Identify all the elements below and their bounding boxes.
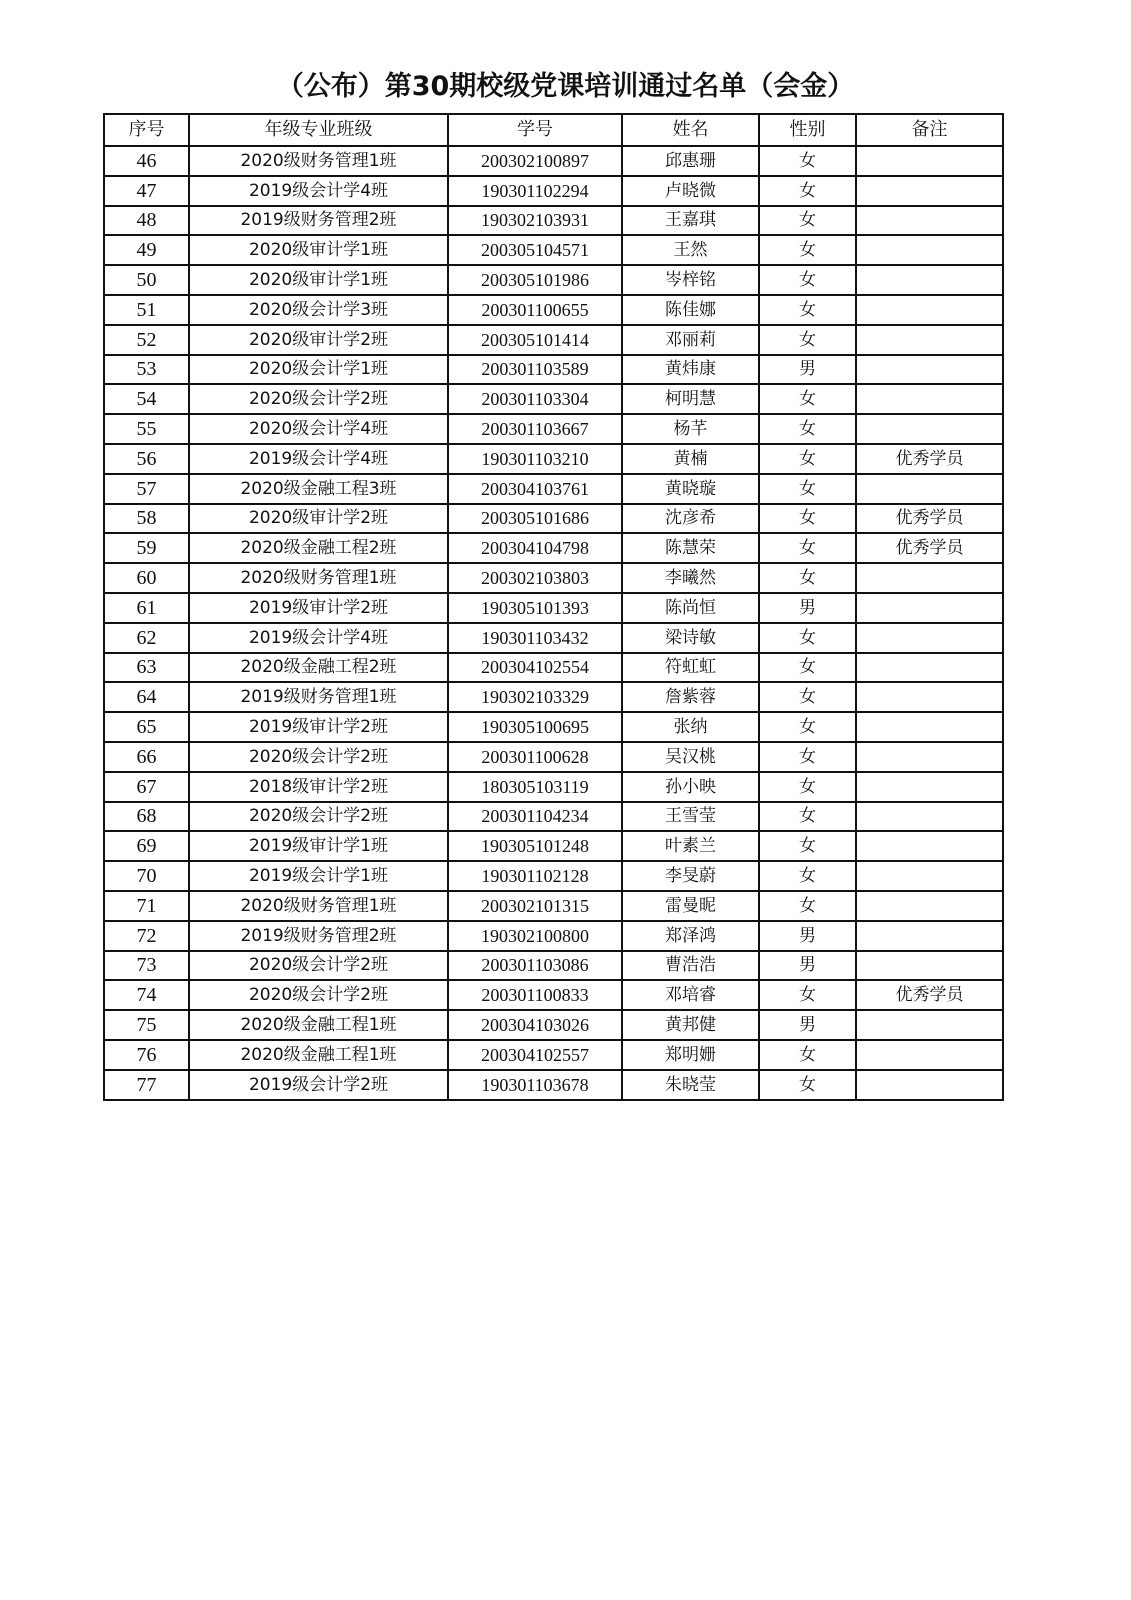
cell-name: 王然 <box>622 235 759 265</box>
table-row <box>104 772 1003 802</box>
cell-student-id: 200304103026 <box>448 1010 622 1040</box>
table-row <box>104 295 1003 325</box>
cell-name: 黄炜康 <box>622 355 759 385</box>
table-row <box>104 1040 1003 1070</box>
cell-seq: 63 <box>104 653 189 683</box>
cell-name: 黄邦健 <box>622 1010 759 1040</box>
cell-name: 邱惠珊 <box>622 146 759 176</box>
cell-student-id: 200301100655 <box>448 295 622 325</box>
document-title: （公布）第30期校级党课培训通过名单（会金） <box>276 71 855 102</box>
cell-name: 柯明慧 <box>622 384 759 414</box>
cell-name: 李旻蔚 <box>622 861 759 891</box>
cell-gender: 女 <box>759 742 856 772</box>
table-header-row <box>104 114 1003 146</box>
cell-class: 2020级会计学4班 <box>189 414 448 444</box>
cell-seq: 66 <box>104 742 189 772</box>
col-header-class: 年级专业班级 <box>189 114 448 146</box>
cell-remark <box>856 682 1003 712</box>
cell-gender: 女 <box>759 891 856 921</box>
cell-class: 2020级审计学2班 <box>189 325 448 355</box>
cell-gender: 男 <box>759 1010 856 1040</box>
cell-student-id: 200301103086 <box>448 951 622 981</box>
cell-remark <box>856 325 1003 355</box>
cell-seq: 60 <box>104 563 189 593</box>
cell-student-id: 200301103589 <box>448 355 622 385</box>
cell-gender: 男 <box>759 921 856 951</box>
table-row <box>104 831 1003 861</box>
cell-class: 2020级金融工程1班 <box>189 1040 448 1070</box>
cell-student-id: 190301103432 <box>448 623 622 653</box>
cell-remark <box>856 593 1003 623</box>
cell-gender: 女 <box>759 712 856 742</box>
cell-seq: 65 <box>104 712 189 742</box>
cell-class: 2020级会计学2班 <box>189 384 448 414</box>
table-row <box>104 325 1003 355</box>
cell-gender: 女 <box>759 980 856 1010</box>
cell-gender: 女 <box>759 444 856 474</box>
cell-gender: 女 <box>759 563 856 593</box>
cell-seq: 75 <box>104 1010 189 1040</box>
table-row <box>104 444 1003 474</box>
cell-gender: 女 <box>759 682 856 712</box>
cell-remark <box>856 712 1003 742</box>
cell-student-id: 180305103119 <box>448 772 622 802</box>
cell-remark <box>856 206 1003 236</box>
cell-class: 2019级审计学1班 <box>189 831 448 861</box>
table-row <box>104 951 1003 981</box>
cell-gender: 女 <box>759 533 856 563</box>
table-row <box>104 146 1003 176</box>
cell-class: 2020级会计学1班 <box>189 355 448 385</box>
cell-remark <box>856 623 1003 653</box>
cell-remark <box>856 235 1003 265</box>
table-row <box>104 891 1003 921</box>
cell-class: 2020级金融工程2班 <box>189 533 448 563</box>
cell-student-id: 200301100628 <box>448 742 622 772</box>
cell-class: 2020级会计学2班 <box>189 980 448 1010</box>
cell-seq: 67 <box>104 772 189 802</box>
cell-name: 黄楠 <box>622 444 759 474</box>
cell-student-id: 200305101414 <box>448 325 622 355</box>
cell-remark <box>856 742 1003 772</box>
cell-seq: 56 <box>104 444 189 474</box>
table-row <box>104 861 1003 891</box>
table-row <box>104 235 1003 265</box>
cell-name: 郑明姗 <box>622 1040 759 1070</box>
cell-seq: 71 <box>104 891 189 921</box>
cell-gender: 女 <box>759 1040 856 1070</box>
cell-name: 叶素兰 <box>622 831 759 861</box>
cell-class: 2019级审计学2班 <box>189 593 448 623</box>
cell-seq: 50 <box>104 265 189 295</box>
cell-gender: 女 <box>759 772 856 802</box>
table-row <box>104 1010 1003 1040</box>
cell-name: 詹紫蓉 <box>622 682 759 712</box>
cell-student-id: 200301103667 <box>448 414 622 444</box>
cell-remark <box>856 802 1003 832</box>
cell-class: 2020级会计学2班 <box>189 742 448 772</box>
cell-name: 卢晓微 <box>622 176 759 206</box>
cell-student-id: 190302100800 <box>448 921 622 951</box>
cell-remark <box>856 563 1003 593</box>
cell-gender: 女 <box>759 384 856 414</box>
cell-class: 2020级审计学2班 <box>189 504 448 534</box>
cell-name: 杨芊 <box>622 414 759 444</box>
cell-class: 2020级金融工程2班 <box>189 653 448 683</box>
cell-seq: 77 <box>104 1070 189 1100</box>
cell-class: 2020级会计学2班 <box>189 951 448 981</box>
table-row <box>104 414 1003 444</box>
cell-student-id: 200305101986 <box>448 265 622 295</box>
cell-name: 雷曼昵 <box>622 891 759 921</box>
cell-seq: 47 <box>104 176 189 206</box>
cell-student-id: 200302103803 <box>448 563 622 593</box>
cell-remark <box>856 146 1003 176</box>
cell-remark <box>856 355 1003 385</box>
table-row <box>104 653 1003 683</box>
cell-remark <box>856 921 1003 951</box>
cell-remark <box>856 1070 1003 1100</box>
cell-remark <box>856 951 1003 981</box>
cell-class: 2018级审计学2班 <box>189 772 448 802</box>
cell-class: 2020级财务管理1班 <box>189 146 448 176</box>
cell-remark: 优秀学员 <box>856 533 1003 563</box>
cell-name: 黄晓璇 <box>622 474 759 504</box>
cell-class: 2019级会计学4班 <box>189 623 448 653</box>
cell-gender: 男 <box>759 951 856 981</box>
cell-seq: 57 <box>104 474 189 504</box>
cell-remark <box>856 772 1003 802</box>
table-row <box>104 265 1003 295</box>
cell-gender: 女 <box>759 623 856 653</box>
cell-remark <box>856 861 1003 891</box>
table-row <box>104 176 1003 206</box>
cell-gender: 女 <box>759 414 856 444</box>
cell-seq: 49 <box>104 235 189 265</box>
cell-gender: 女 <box>759 653 856 683</box>
cell-seq: 55 <box>104 414 189 444</box>
table-row <box>104 593 1003 623</box>
cell-class: 2020级金融工程1班 <box>189 1010 448 1040</box>
cell-student-id: 200305101686 <box>448 504 622 534</box>
cell-name: 邓培睿 <box>622 980 759 1010</box>
cell-seq: 53 <box>104 355 189 385</box>
cell-gender: 女 <box>759 861 856 891</box>
cell-class: 2019级财务管理2班 <box>189 206 448 236</box>
table-row <box>104 563 1003 593</box>
cell-remark: 优秀学员 <box>856 444 1003 474</box>
col-header-name: 姓名 <box>622 114 759 146</box>
cell-name: 张纳 <box>622 712 759 742</box>
cell-remark <box>856 891 1003 921</box>
cell-gender: 男 <box>759 593 856 623</box>
roster-table <box>103 113 1004 1101</box>
col-header-remark: 备注 <box>856 114 1003 146</box>
cell-gender: 女 <box>759 831 856 861</box>
cell-seq: 52 <box>104 325 189 355</box>
cell-name: 邓丽莉 <box>622 325 759 355</box>
cell-name: 李曦然 <box>622 563 759 593</box>
cell-gender: 女 <box>759 146 856 176</box>
cell-name: 吴汉桃 <box>622 742 759 772</box>
table-row <box>104 1070 1003 1100</box>
cell-seq: 59 <box>104 533 189 563</box>
table-row <box>104 921 1003 951</box>
table-row <box>104 355 1003 385</box>
cell-class: 2019级审计学2班 <box>189 712 448 742</box>
cell-student-id: 190302103931 <box>448 206 622 236</box>
cell-student-id: 190301102128 <box>448 861 622 891</box>
cell-remark <box>856 653 1003 683</box>
cell-gender: 女 <box>759 265 856 295</box>
table-row <box>104 384 1003 414</box>
table-row <box>104 712 1003 742</box>
cell-gender: 女 <box>759 474 856 504</box>
cell-name: 王嘉琪 <box>622 206 759 236</box>
cell-student-id: 200301103304 <box>448 384 622 414</box>
cell-class: 2019级财务管理1班 <box>189 682 448 712</box>
cell-seq: 54 <box>104 384 189 414</box>
table-row <box>104 802 1003 832</box>
cell-class: 2019级会计学4班 <box>189 444 448 474</box>
table-row <box>104 980 1003 1010</box>
cell-remark: 优秀学员 <box>856 504 1003 534</box>
cell-remark <box>856 295 1003 325</box>
cell-seq: 68 <box>104 802 189 832</box>
cell-gender: 男 <box>759 355 856 385</box>
cell-name: 王雪莹 <box>622 802 759 832</box>
cell-gender: 女 <box>759 176 856 206</box>
cell-name: 朱晓莹 <box>622 1070 759 1100</box>
cell-remark <box>856 1040 1003 1070</box>
cell-remark <box>856 384 1003 414</box>
cell-student-id: 200302100897 <box>448 146 622 176</box>
table-row <box>104 682 1003 712</box>
cell-student-id: 200301104234 <box>448 802 622 832</box>
cell-name: 沈彦希 <box>622 504 759 534</box>
cell-seq: 58 <box>104 504 189 534</box>
cell-name: 郑泽鸿 <box>622 921 759 951</box>
table-row <box>104 504 1003 534</box>
cell-seq: 72 <box>104 921 189 951</box>
cell-remark <box>856 176 1003 206</box>
cell-gender: 女 <box>759 504 856 534</box>
cell-name: 曹浩浩 <box>622 951 759 981</box>
table-row <box>104 623 1003 653</box>
col-header-student-id: 学号 <box>448 114 622 146</box>
cell-seq: 70 <box>104 861 189 891</box>
cell-class: 2020级财务管理1班 <box>189 563 448 593</box>
cell-remark <box>856 474 1003 504</box>
cell-student-id: 200302101315 <box>448 891 622 921</box>
cell-remark <box>856 831 1003 861</box>
cell-class: 2020级会计学2班 <box>189 802 448 832</box>
cell-class: 2019级会计学2班 <box>189 1070 448 1100</box>
cell-student-id: 200304102554 <box>448 653 622 683</box>
cell-seq: 69 <box>104 831 189 861</box>
cell-name: 陈尚恒 <box>622 593 759 623</box>
cell-name: 孙小映 <box>622 772 759 802</box>
cell-name: 陈佳娜 <box>622 295 759 325</box>
cell-student-id: 200304103761 <box>448 474 622 504</box>
cell-seq: 73 <box>104 951 189 981</box>
cell-gender: 女 <box>759 206 856 236</box>
cell-seq: 76 <box>104 1040 189 1070</box>
table-body <box>104 146 1003 1100</box>
cell-seq: 48 <box>104 206 189 236</box>
cell-student-id: 190305100695 <box>448 712 622 742</box>
cell-class: 2019级财务管理2班 <box>189 921 448 951</box>
cell-student-id: 190305101393 <box>448 593 622 623</box>
table-row <box>104 742 1003 772</box>
cell-gender: 女 <box>759 295 856 325</box>
cell-class: 2020级金融工程3班 <box>189 474 448 504</box>
cell-remark <box>856 414 1003 444</box>
table-row <box>104 533 1003 563</box>
table-row <box>104 206 1003 236</box>
cell-name: 岑梓铭 <box>622 265 759 295</box>
col-header-seq: 序号 <box>104 114 189 146</box>
cell-gender: 女 <box>759 802 856 832</box>
cell-name: 梁诗敏 <box>622 623 759 653</box>
cell-name: 符虹虹 <box>622 653 759 683</box>
cell-seq: 74 <box>104 980 189 1010</box>
col-header-gender: 性别 <box>759 114 856 146</box>
cell-seq: 46 <box>104 146 189 176</box>
cell-seq: 51 <box>104 295 189 325</box>
cell-name: 陈慧荣 <box>622 533 759 563</box>
cell-student-id: 200304102557 <box>448 1040 622 1070</box>
cell-student-id: 190305101248 <box>448 831 622 861</box>
cell-gender: 女 <box>759 325 856 355</box>
cell-remark <box>856 265 1003 295</box>
cell-student-id: 200305104571 <box>448 235 622 265</box>
cell-gender: 女 <box>759 1070 856 1100</box>
cell-seq: 64 <box>104 682 189 712</box>
cell-student-id: 200304104798 <box>448 533 622 563</box>
cell-student-id: 190302103329 <box>448 682 622 712</box>
cell-student-id: 190301102294 <box>448 176 622 206</box>
cell-student-id: 190301103678 <box>448 1070 622 1100</box>
cell-remark: 优秀学员 <box>856 980 1003 1010</box>
table-row <box>104 474 1003 504</box>
cell-student-id: 200301100833 <box>448 980 622 1010</box>
cell-class: 2020级审计学1班 <box>189 235 448 265</box>
cell-remark <box>856 1010 1003 1040</box>
cell-class: 2020级财务管理1班 <box>189 891 448 921</box>
cell-class: 2020级审计学1班 <box>189 265 448 295</box>
cell-student-id: 190301103210 <box>448 444 622 474</box>
cell-seq: 61 <box>104 593 189 623</box>
cell-seq: 62 <box>104 623 189 653</box>
cell-class: 2019级会计学1班 <box>189 861 448 891</box>
cell-class: 2019级会计学4班 <box>189 176 448 206</box>
cell-class: 2020级会计学3班 <box>189 295 448 325</box>
cell-gender: 女 <box>759 235 856 265</box>
